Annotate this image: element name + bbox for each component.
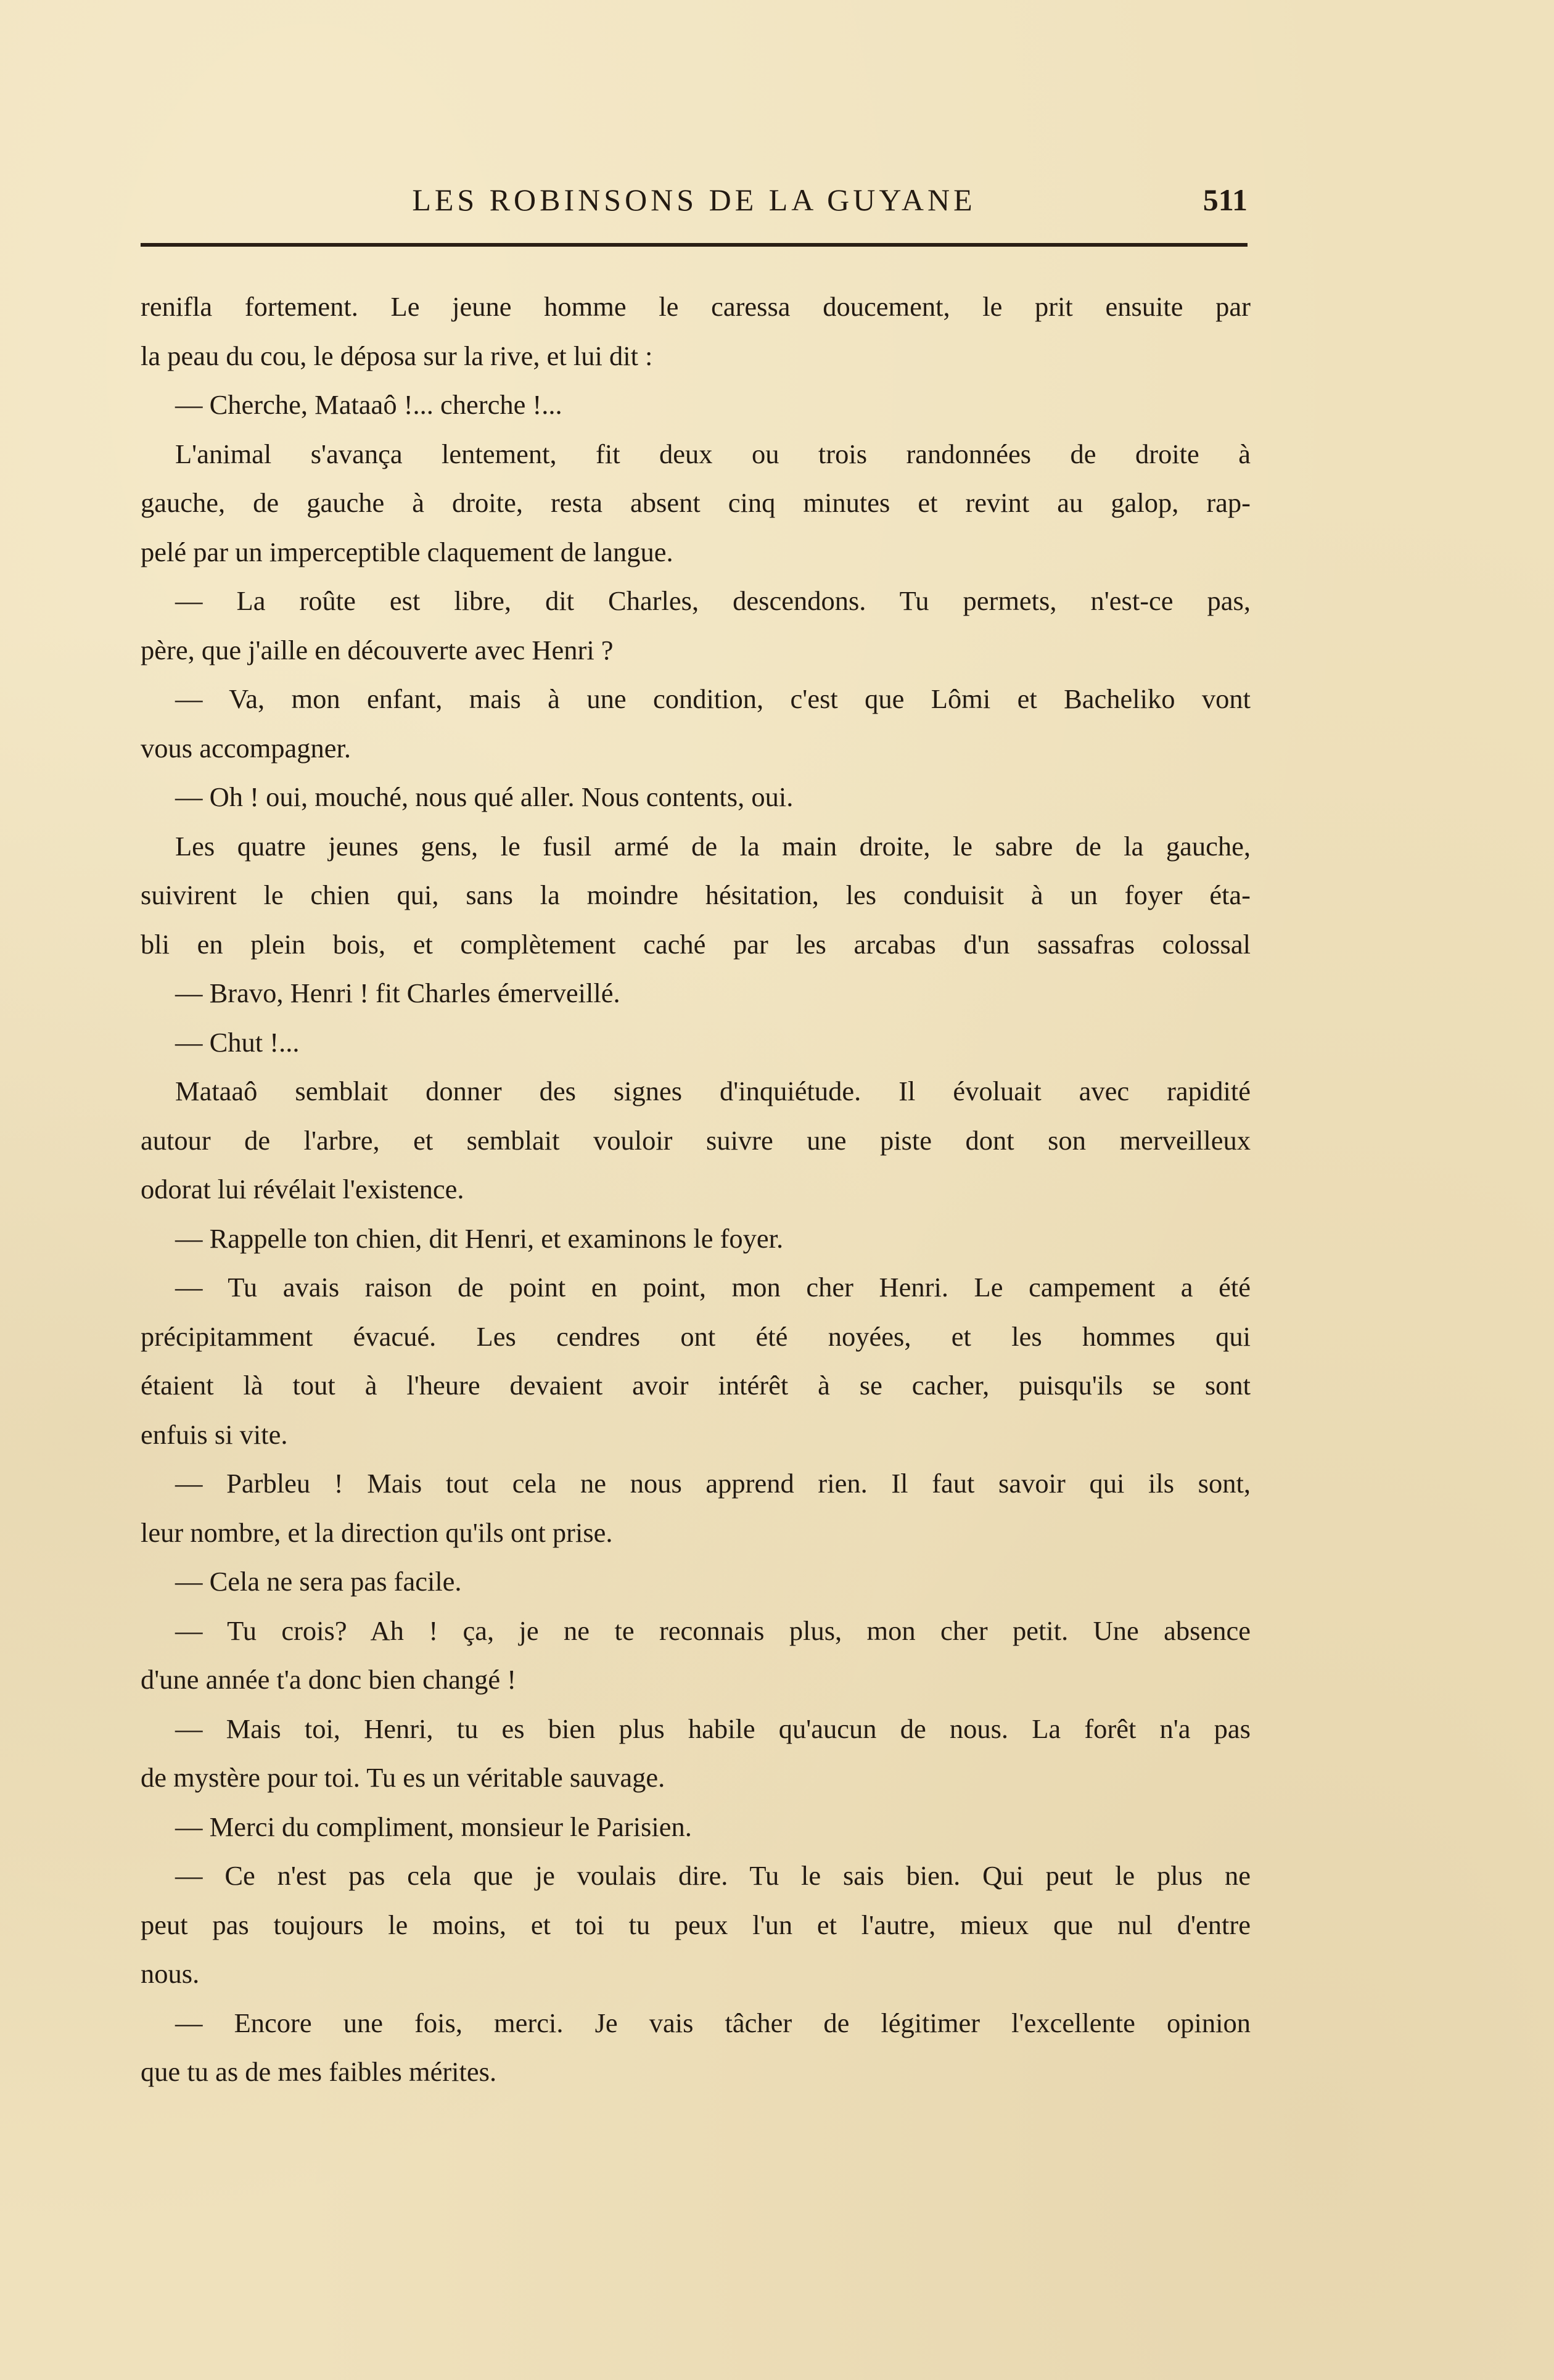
text-line: odorat lui révélait l'existence. (141, 1174, 464, 1204)
text-line: Mataaô semblait donner des signes d'inquiétude. Il évoluait avec rapidité (175, 1076, 1251, 1106)
text-line: — Cela ne sera pas facile. (175, 1566, 462, 1597)
text-line: précipitamment évacué. Les cendres ont été noyées, et les hommes qui (141, 1320, 1251, 1352)
text-line: suivirent le chien qui, sans la moindre hésitation, les conduisit à un foyer éta- (141, 879, 1251, 910)
text-line: renifla fortement. Le jeune homme le caressa doucement, le prit ensuite par (141, 291, 1251, 322)
header-rule (141, 243, 1248, 247)
text-line: de mystère pour toi. Tu es un véritable sauvage. (141, 1762, 665, 1793)
text-line: la peau du cou, le déposa sur la rive, et lui dit : (141, 340, 653, 371)
text-line: autour de l'arbre, et semblait vouloir suivre une piste dont son merveilleux (141, 1124, 1251, 1156)
text-line: peut pas toujours le moins, et toi tu peux l'un et l'autre, mieux que nul d'entre (141, 1909, 1251, 1940)
text-line: — Mais toi, Henri, tu es bien plus habile qu'aucun de nous. La forêt n'a pas (175, 1713, 1251, 1744)
text-line: gauche, de gauche à droite, resta absent cinq minutes et revint au galop, rap- (141, 487, 1251, 518)
text-line: bli en plein bois, et complètement caché par les arcabas d'un sassafras colossal (141, 928, 1251, 960)
text-line: enfuis si vite. (141, 1419, 288, 1450)
text-line: — Merci du compliment, monsieur le Parisien. (175, 1811, 692, 1842)
body-text (141, 282, 1251, 2097)
text-line: Les quatre jeunes gens, le fusil armé de la main droite, le sabre de la gauche, (175, 830, 1251, 862)
text-line: père, que j'aille en découverte avec Henri ? (141, 634, 614, 665)
text-line: que tu as de mes faibles mérites. (141, 2056, 497, 2087)
text-line: étaient là tout à l'heure devaient avoir intérêt à se cacher, puisqu'ils se sont (141, 1370, 1251, 1401)
text-line: — Bravo, Henri ! fit Charles émerveillé. (175, 978, 620, 1008)
text-line: — Ce n'est pas cela que je voulais dire. Tu le sais bien. Qui peut le plus ne (175, 1860, 1251, 1891)
text-line: — Rappelle ton chien, dit Henri, et examinons le foyer. (175, 1222, 784, 1254)
page-number: 511 (1202, 183, 1248, 217)
running-title: LES ROBINSONS DE LA GUYANE (412, 183, 976, 217)
text-line: vous accompagner. (141, 732, 352, 764)
text-line: — Oh ! oui, mouché, nous qué aller. Nous contents, oui. (175, 781, 794, 812)
text-line: — Parbleu ! Mais tout cela ne nous apprend rien. Il faut savoir qui ils sont, (175, 1468, 1251, 1499)
text-line: — La roûte est libre, dit Charles, descendons. Tu permets, n'est-ce pas, (175, 585, 1251, 616)
text-line: leur nombre, et la direction qu'ils ont prise. (141, 1517, 613, 1548)
text-line: nous. (141, 1958, 200, 1989)
text-line: — Cherche, Mataaô !... cherche !... (175, 389, 562, 420)
text-line: L'animal s'avança lentement, fit deux ou trois randonnées de droite à (175, 438, 1251, 469)
text-line: — Va, mon enfant, mais à une condition, c'est que Lômi et Bacheliko vont (175, 683, 1251, 714)
text-line: — Tu crois? Ah ! ça, je ne te reconnais plus, mon cher petit. Une absence (175, 1615, 1251, 1646)
running-head (141, 182, 1248, 231)
text-line: — Encore une fois, merci. Je vais tâcher de légitimer l'excellente opinion (175, 2007, 1251, 2038)
text-line: d'une année t'a donc bien changé ! (141, 1664, 517, 1695)
text-line: pelé par un imperceptible claquement de langue. (141, 536, 673, 567)
text-line: — Chut !... (175, 1026, 300, 1058)
text-line: — Tu avais raison de point en point, mon cher Henri. Le campement a été (175, 1272, 1251, 1303)
